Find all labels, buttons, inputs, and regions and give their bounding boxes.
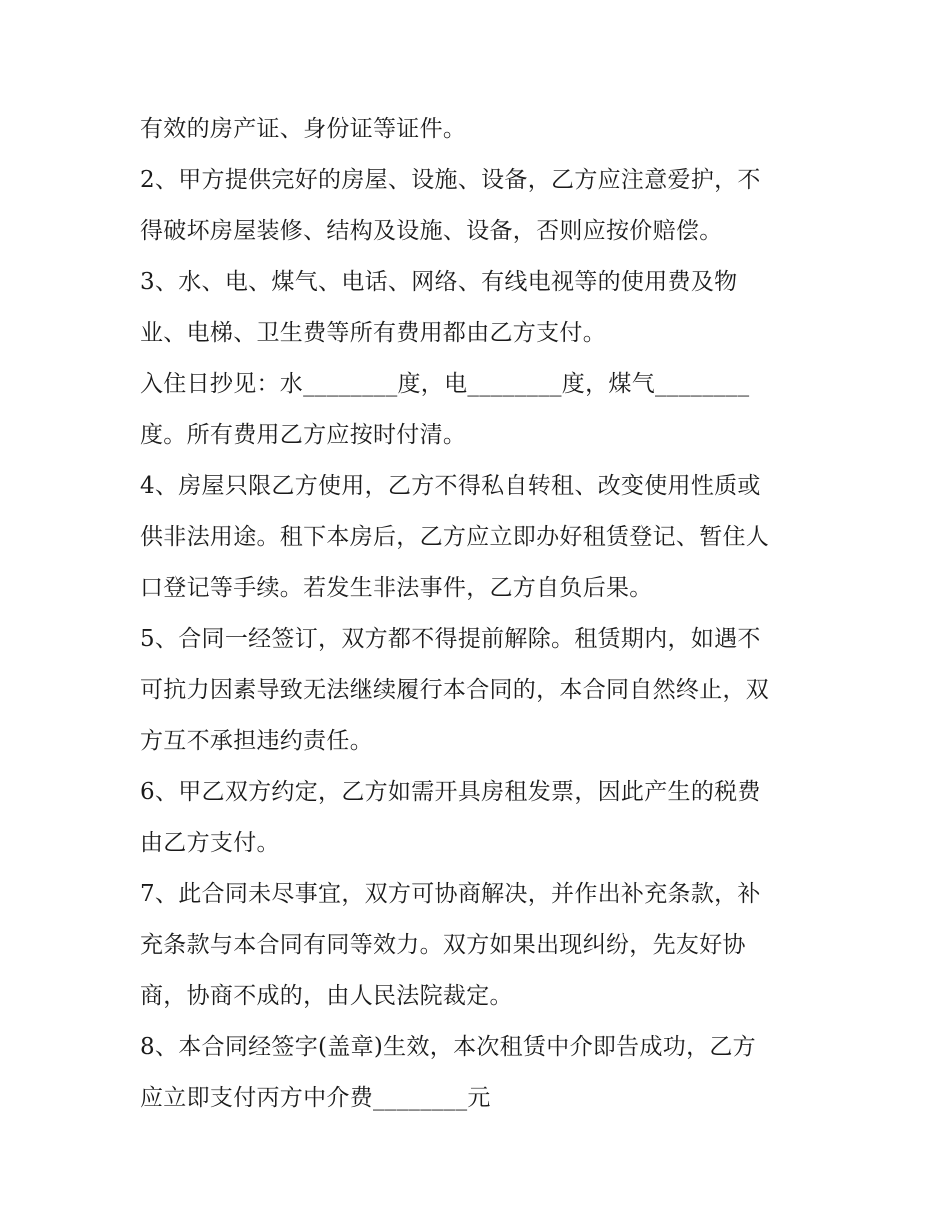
text-line: 5、合同一经签订，双方都不得提前解除。租赁期内，如遇不 [140,626,761,652]
contract-body [140,104,820,1124]
text-line: 方互不承担违约责任。 [140,728,373,754]
text-line: 商，协商不成的，由人民法院裁定。 [140,983,513,1009]
text-line: 度。所有费用乙方应按时付清。 [140,422,467,448]
text-line: 入住日抄见：水________度，电________度，煤气________ [140,371,750,397]
text-line: 2、甲方提供完好的房屋、设施、设备，乙方应注意爱护，不 [140,167,761,193]
text-line: 口登记等手续。若发生非法事件，乙方自负后果。 [140,575,653,601]
text-line: 充条款与本合同有同等效力。双方如果出现纠纷，先友好协 [140,932,746,958]
text-line: 4、房屋只限乙方使用，乙方不得私自转租、改变使用性质或 [140,473,761,499]
text-line: 7、此合同未尽事宜，双方可协商解决，并作出补充条款，补 [140,881,761,907]
text-line: 8、本合同经签字(盖章)生效，本次租赁中介即告成功，乙方 [140,1034,756,1060]
text-line: 供非法用途。租下本房后，乙方应立即办好租赁登记、暂住人 [140,524,770,550]
text-line: 业、电梯、卫生费等所有费用都由乙方支付。 [140,320,606,346]
text-line: 有效的房产证、身份证等证件。 [140,116,467,142]
text-line: 可抗力因素导致无法继续履行本合同的，本合同自然终止，双 [140,677,770,703]
text-line: 应立即支付丙方中介费________元 [140,1085,491,1111]
text-line: 3、水、电、煤气、电话、网络、有线电视等的使用费及物 [140,269,738,295]
text-line: 6、甲乙双方约定，乙方如需开具房租发票，因此产生的税费 [140,779,761,805]
text-line: 由乙方支付。 [140,830,280,856]
text-line: 得破坏房屋装修、结构及设施、设备，否则应按价赔偿。 [140,218,723,244]
